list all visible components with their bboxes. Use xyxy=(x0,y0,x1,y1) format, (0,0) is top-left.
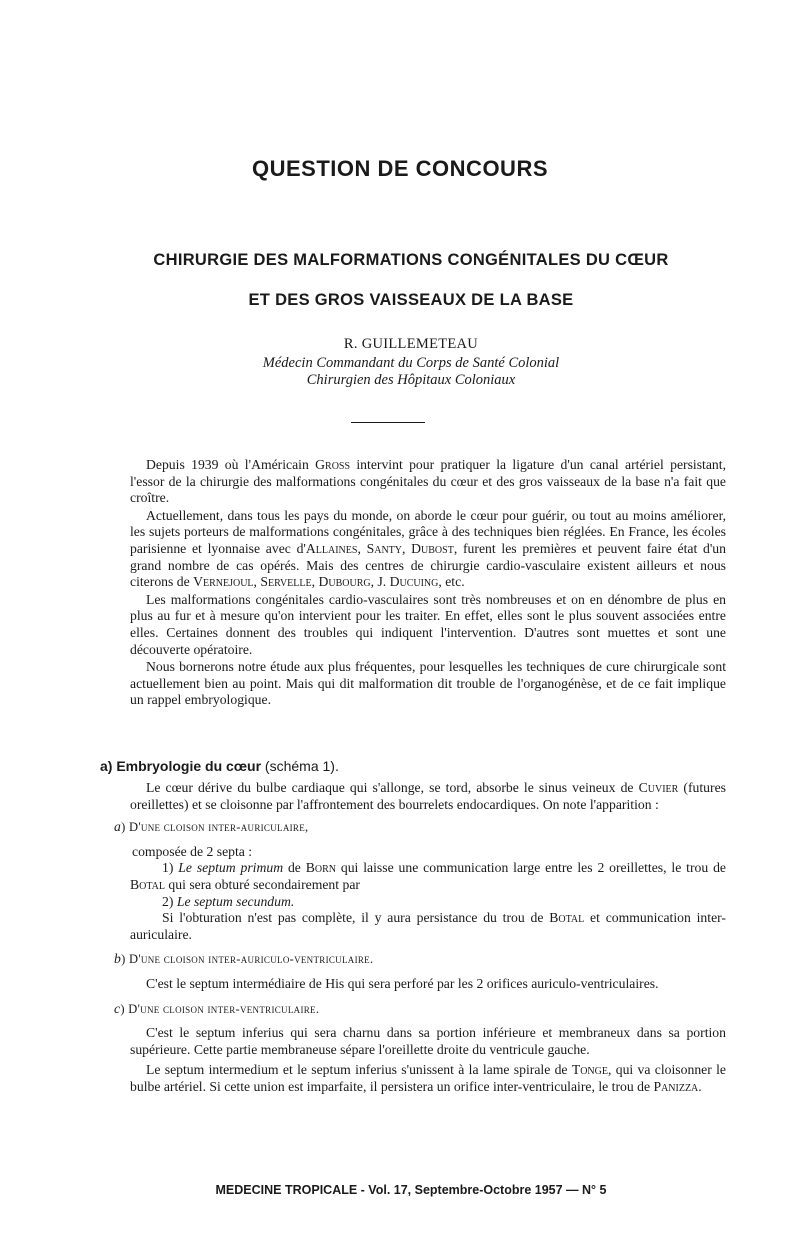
his-text: C'est le septum intermédiaire de His qui sera perforé par les 2 orifices auriculo-ventriculaires. xyxy=(146,975,659,991)
author-reference: Botal xyxy=(549,910,585,926)
author-reference: Tonge xyxy=(571,1062,608,1078)
subsection-c: c) D'une cloison inter-ventriculaire. xyxy=(114,1000,320,1016)
intro-paragraph-4: Nous bornerons notre étude aux plus fréquentes, pour lesquelles les techniques de cure chirurgicale sont actuellement bien au point. Mais qui dit malformation dit trouble de l'organogénèse, et de ce fait implique un rappel embryologique. xyxy=(130,659,726,708)
author-reference: Botal xyxy=(130,876,165,892)
intro-paragraph-2: Actuellement, dans tous les pays du monde, on aborde le cœur pour guérir, ou tout au moins améliorer, les sujets porteurs de malformations congénitales, grâce à des techniques bien réglées. En France, les écoles parisienne et lyonnaise avec d'Allaines, Santy, Dubost, furent les premières et peuvent faire état d'un grand nombre de cas opérés. Mais des centres de chirurgie cardio-vasculaire existent ailleurs et nous citerons de Vernejoul, Servelle, Dubourg, J. Ducuing, etc. xyxy=(130,507,726,590)
page-title: QUESTION DE CONCOURS xyxy=(251,156,549,181)
author-reference: Cuvier xyxy=(638,780,679,795)
embryology-section xyxy=(114,780,726,1096)
embryology-paragraph: Le cœur dérive du bulbe cardiaque qui s'allonge, se tord, absorbe le sinus veineux de Cuvier (futures oreillettes) et se cloisonne par l'affrontement des bourrelets endocardiques. On note l'apparition : xyxy=(130,780,726,812)
author-affiliation-1: Médecin Commandant du Corps de Santé Colonial xyxy=(262,355,560,371)
separator-rule xyxy=(351,422,425,423)
article-title-line-1: CHIRURGIE DES MALFORMATIONS CONGÉNITALES DU CŒUR xyxy=(153,251,669,269)
section-heading: a) Embryologie du cœur (schéma 1). xyxy=(100,758,339,774)
obturation-text: Si l'obturation n'est pas complète, il y aura persistance du trou de Botal et communication inter-auriculaire. xyxy=(130,910,726,942)
intro-paragraph-1: Depuis 1939 où l'Américain Gross intervint pour pratiquer la ligature d'un canal artériel persistant, l'essor de la chirurgie des malformations congénitales du cœur et des gros vaisseaux de la base n'a fait que croître. xyxy=(130,457,726,506)
article-title-line-2: ET DES GROS VAISSEAUX DE LA BASE xyxy=(248,291,574,309)
subsection-a: a) D'une cloison inter-auriculaire, xyxy=(114,819,309,835)
intro-paragraph-3: Les malformations congénitales cardio-vasculaires sont très nombreuses et on en dénombre de plus en plus au fur et à mesure qu'on intervient pour les traiter. En effet, elles sont le plus souvent associées entre elles. Certaines donnent des troubles qui indiquent l'intervention. D'autres sont muettes et sont une découverte opératoire. xyxy=(130,591,726,657)
intermedium-text: Le septum intermedium et le septum inferius s'unissent à la lame spirale de Tonge, qui va cloisonner le bulbe artériel. Si cette union est imparfaite, il persistera un orifice inter-ventriculaire, le trou de Panizza. xyxy=(130,1062,726,1094)
author-reference: Gross xyxy=(315,457,351,472)
author-reference: Panizza xyxy=(653,1078,699,1094)
subsection-b: b) D'une cloison inter-auriculo-ventriculaire. xyxy=(114,951,374,967)
author-reference: Ducuing xyxy=(389,574,439,590)
author-reference: Vernejoul xyxy=(193,574,254,590)
septa-intro: composée de 2 septa : xyxy=(132,843,253,859)
author-name: R. GUILLEMETEAU xyxy=(343,336,479,352)
introduction xyxy=(130,457,726,709)
author-reference: Dubourg xyxy=(318,574,371,590)
journal-footer: MEDECINE TROPICALE - Vol. 17, Septembre-Octobre 1957 — N° 5 xyxy=(215,1183,607,1197)
inferius-text: C'est le septum inferius qui sera charnu dans sa portion inférieure et membraneux dans sa portion supérieure. Cette partie membraneuse sépare l'oreillette droite du ventricule gauche. xyxy=(130,1025,726,1057)
author-reference: Allaines xyxy=(305,540,358,556)
author-reference: Servelle xyxy=(260,574,312,590)
author-reference: Santy xyxy=(366,540,402,556)
author-affiliation-2: Chirurgien des Hôpitaux Coloniaux xyxy=(306,372,516,388)
septum-primum-text: 1) Le septum primum de Born qui laisse une communication large entre les 2 oreillettes, le trou de Botal qui sera obturé secondairement par xyxy=(130,860,726,892)
septum-secundum-text: 2) Le septum secundum. xyxy=(162,893,295,909)
author-reference: Dubost xyxy=(411,540,454,556)
author-reference: Born xyxy=(305,860,336,876)
